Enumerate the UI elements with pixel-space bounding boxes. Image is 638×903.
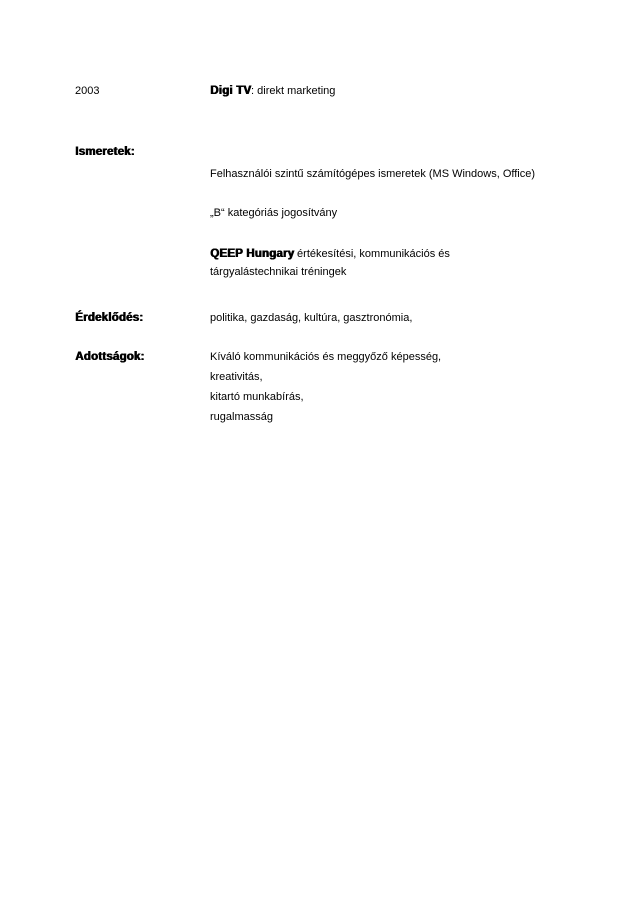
interests-label: Érdeklődés:	[75, 312, 144, 324]
skills-label: Ismeretek:	[75, 146, 135, 158]
experience-role: direkt marketing	[254, 85, 336, 97]
experience-company: Digi TV	[210, 85, 252, 97]
skills-training-org: QEEP Hungary	[210, 248, 294, 260]
experience-separator: :	[251, 85, 255, 97]
abilities-label: Adottságok:	[75, 351, 145, 363]
experience-entry	[210, 84, 335, 98]
interests-value: politika, gazdaság, kultúra, gasztronómia,	[210, 312, 413, 324]
skills-training-desc-line2: tárgyalástechnikai tréningek	[210, 266, 347, 278]
skills-license: „B“ kategóriás jogosítvány	[210, 207, 338, 219]
abilities-item: rugalmasság	[210, 411, 273, 423]
abilities-item: kitartó munkabírás,	[210, 391, 304, 403]
skills-training	[210, 247, 450, 261]
skills-computer: Felhasználói szintű számítógépes ismeretek (MS Windows, Office)	[210, 168, 536, 180]
skills-training-desc-line1: értékesítési, kommunikációs és	[294, 248, 450, 260]
abilities-item: kreativitás,	[210, 371, 263, 383]
abilities-item: Kíváló kommunikációs és meggyőző képesség,	[210, 351, 442, 363]
experience-year: 2003	[75, 85, 100, 97]
